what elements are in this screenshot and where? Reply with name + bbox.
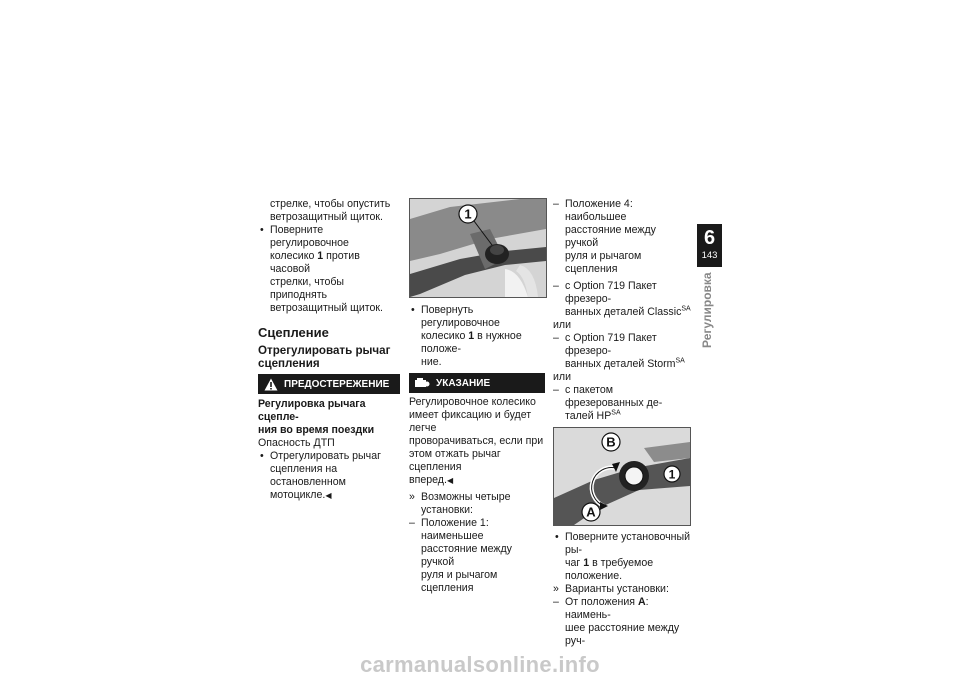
text-line: ванных деталей Classic [565, 306, 682, 318]
or-text: или [553, 371, 572, 383]
text-line: Поверните регулировочное [270, 224, 349, 249]
warning-box [258, 374, 400, 394]
text-line: Регулировочное колесико [409, 396, 536, 408]
text-line: сцепления на остановленном [270, 463, 346, 488]
subsection-heading [258, 344, 400, 370]
warning-triangle-icon [264, 378, 278, 391]
text-line: Отрегулировать рычаг [270, 450, 381, 462]
text-line: руля и рычагом сцепления [421, 569, 498, 594]
arrow-item: » Варианты установки: [553, 583, 691, 596]
text-line: руля и рычагом сцепления [565, 250, 642, 275]
adjusting-lever-illustration [554, 428, 690, 525]
photo-callout-b: B [606, 434, 616, 450]
photo-callout-1: 1 [464, 206, 472, 222]
dash-item [553, 198, 691, 276]
note-box [409, 373, 545, 393]
text-line: чаг [565, 557, 584, 569]
bullet-item [258, 224, 400, 315]
text-line: мотоцикле. [270, 489, 326, 501]
text-line: с Option 719 Пакет фрезеро- [565, 280, 657, 305]
text-line: стрелке, чтобы опустить [270, 198, 391, 210]
end-mark-icon: ◀ [446, 476, 454, 485]
photo-callout-1: 1 [668, 467, 676, 482]
chapter-number: 6 [703, 227, 716, 249]
warning-text: Опасность ДТП [258, 437, 335, 449]
watermark: carmanualsonline.info [360, 652, 600, 677]
adjusting-lever-photo [553, 427, 691, 526]
text-line: расстояние между ручкой [565, 224, 656, 249]
text-line: с пакетом фрезерованных де- [565, 384, 663, 409]
dash-item [553, 332, 691, 371]
bullet-item [409, 304, 545, 369]
text-line: этом отжать рычаг сцепления [409, 448, 501, 473]
text-line: Отрегулировать рычаг [258, 344, 391, 357]
text-line: колесико [421, 330, 469, 342]
text-line: Положение 4: наибольшее [565, 198, 633, 223]
column-left [258, 198, 400, 502]
page-number: 143 [701, 250, 718, 261]
text-line: ванных деталей Storm [565, 358, 676, 370]
dash-item [553, 280, 691, 319]
position-letter: A [637, 596, 646, 608]
column-right [553, 198, 691, 648]
continued-text [258, 198, 400, 224]
motorcycle-hand-icon [414, 377, 430, 389]
sa-superscript: SA [611, 409, 621, 417]
photo-callout-a: A [586, 504, 596, 520]
text-line: Положение 1: наименьшее [421, 517, 489, 542]
sa-superscript: SA [681, 305, 691, 313]
note-label: УКАЗАНИЕ [436, 377, 491, 389]
arrow-item: » Возможны четыре установки: [409, 491, 545, 517]
section-side-label: Регулировка [700, 272, 714, 348]
text-line: Поверните установочный ры- [565, 531, 691, 556]
part-number: 1 [317, 250, 324, 262]
text-line: : наимень- [565, 596, 649, 621]
text-line: имеет фиксацию и будет легче [409, 409, 532, 434]
text-line: Повернуть регулировочное [421, 304, 500, 329]
text-line: От положения [565, 596, 638, 608]
text-line: сцепления [258, 357, 320, 370]
text-line: талей HP [565, 410, 612, 422]
note-text [409, 396, 545, 487]
text-line: Регулировка рычага сцепле- [258, 398, 366, 423]
text-line: расстояние между ручкой [421, 543, 512, 568]
text-line: с Option 719 Пакет фрезеро- [565, 332, 657, 357]
dash-item [553, 384, 691, 423]
clutch-lever-photo [409, 198, 547, 298]
text-line: ветрозащитный щиток. [270, 302, 383, 314]
section-heading: Сцепление [258, 325, 329, 340]
text-line: в нужное положе- [421, 330, 522, 355]
clutch-lever-illustration [410, 199, 546, 297]
warning-bullet [258, 450, 400, 502]
text-line: колесико [270, 250, 318, 262]
text-line: стрелки, чтобы приподнять [270, 276, 345, 301]
dash-item [553, 596, 691, 648]
or-text: или [553, 319, 572, 331]
warning-title [258, 398, 400, 437]
part-number: 1 [468, 330, 475, 342]
text-line: проворачиваться, если при [409, 435, 544, 447]
text-line: в требуемое положение. [565, 557, 654, 582]
bullet-item [553, 531, 691, 583]
dash-item [409, 517, 545, 595]
text-line: ния во время поездки [258, 424, 375, 436]
text-line: ветрозащитный щиток. [270, 211, 383, 223]
text-line: вперед. [409, 474, 447, 486]
column-middle [409, 198, 545, 595]
chapter-tab [697, 224, 722, 267]
end-mark-icon: ◀ [325, 491, 332, 500]
sa-superscript: SA [675, 357, 685, 365]
text-line: против часовой [270, 250, 360, 275]
text-line: ние. [421, 356, 442, 368]
text-line: шее расстояние между руч- [565, 622, 680, 647]
part-number: 1 [583, 557, 590, 569]
warning-label: ПРЕДОСТЕРЕЖЕНИЕ [284, 378, 390, 390]
